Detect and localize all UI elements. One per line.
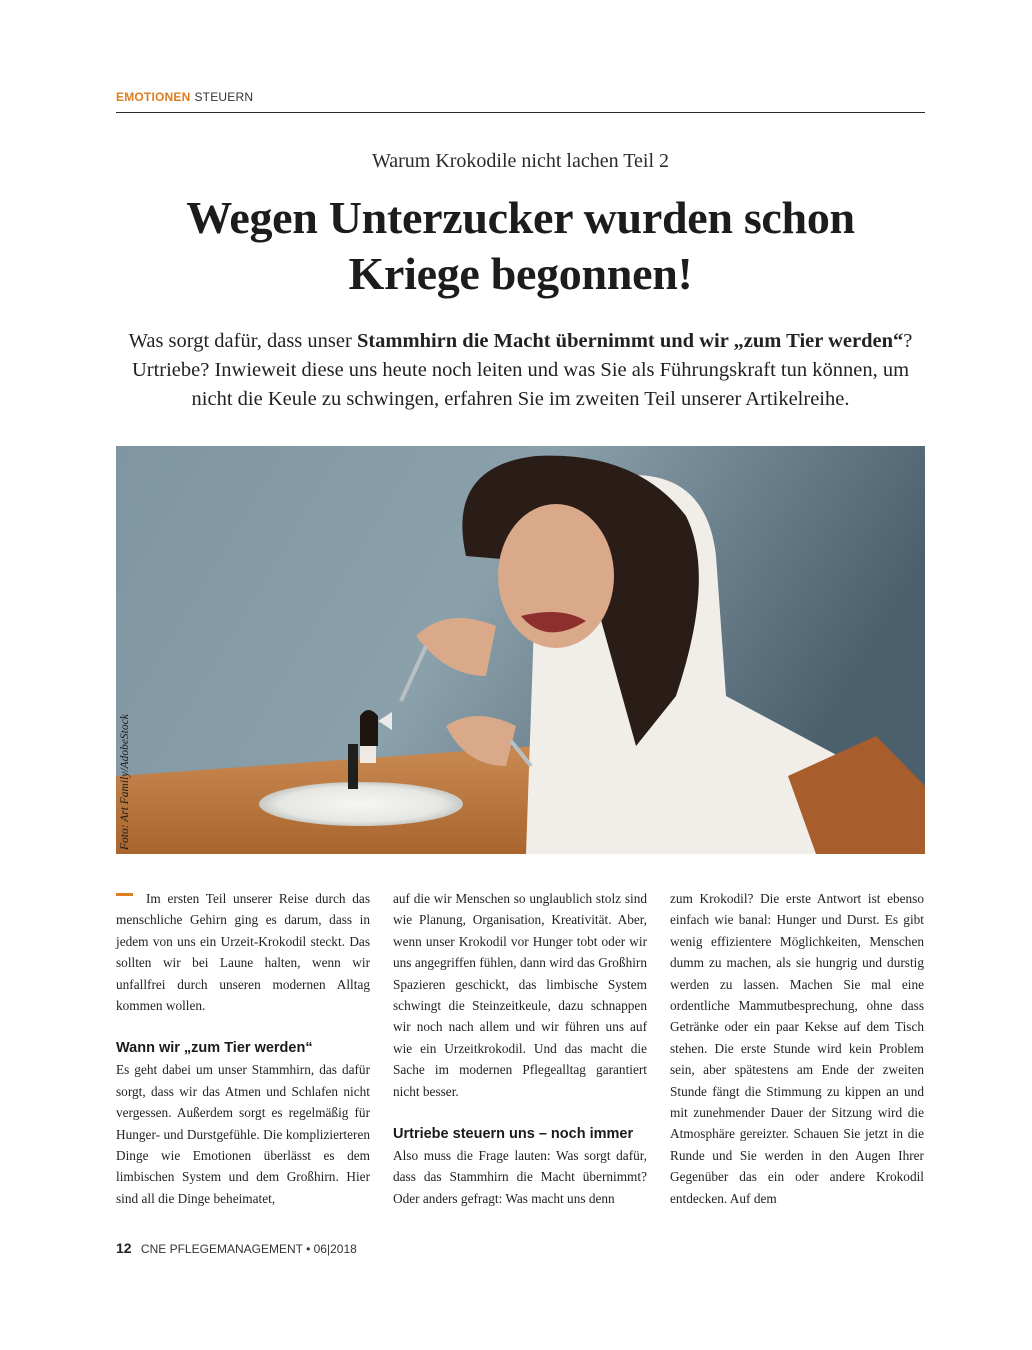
intro-dash-icon: [116, 893, 133, 896]
section-label: STEUERN: [194, 90, 254, 104]
text-column-2: [393, 888, 647, 1209]
paragraph: auf die wir Menschen so unglaublich stolz sind wie Planung, Organisation, Kreativität. Aber, wenn unser Krokodil vor Hunger tobt oder wir uns angegriffen fühlen, dann wird das Großhirn Spazieren geschickt, das limbische System schwingt die Steinzeitkeule, dazu schnappen wir noch nach allem und wir führen uns auf wie ein Urzeitkrokodil. Und das macht die Sache im modernen Pflegealltag garantiert nicht besser.: [393, 891, 647, 1099]
photo-illustration: [116, 446, 925, 854]
lead-bold-text: Stammhirn die Macht übernimmt und wir „zum Tier werden“: [356, 330, 904, 352]
paragraph: zum Krokodil? Die erste Antwort ist ebenso einfach wie banal: Hunger und Durst. Es gibt wenig effizientere Möglichkeiten, Menschen dumm zu machen, als sie hungrig und durstig werden zu lassen. Machen Sie mal eine ordentliche Mammutbesprechung, ohne dass Getränke oder ein paar Kekse auf dem Tisch stehen. Die erste Stunde wird kein Problem sein, aber spätestens am Ende der zweiten Stunde fängt die Stimmung zu kippen an und mit zunehmender Dauer der Sitzung wird die Atmosphäre gereizter. Schauen Sie jetzt in die Runde und Sie werden in den Augen Ihrer Gegenüber das ein oder andere Krokodil entdecken. Auf dem: [670, 891, 924, 1206]
lead-text-start: Was sorgt dafür, dass unser: [128, 330, 357, 352]
subheading-2: Urtriebe steuern uns – noch immer: [393, 1126, 634, 1143]
subheading-1: Wann wir „zum Tier werden“: [116, 1040, 313, 1057]
page-footer: [116, 1240, 357, 1256]
text-column-1: [116, 888, 370, 1209]
footer-separator: •: [306, 1242, 311, 1256]
headline-line-2: Kriege begonnen!: [348, 248, 693, 299]
photo-credit: Foto: Art Family/AdobeStock: [119, 714, 131, 850]
publication-name: CNE PFLEGEMANAGEMENT: [140, 1242, 303, 1256]
paragraph: Also muss die Frage lauten: Was sorgt dafür, dass das Stammhirn die Macht übernimmt? Oder anders gefragt: Was macht uns denn: [393, 1148, 647, 1206]
article-photo: [116, 446, 925, 854]
article-lead: [116, 327, 925, 414]
article-kicker: Warum Krokodile nicht lachen Teil 2: [371, 150, 670, 172]
issue-number: 06|2018: [313, 1242, 357, 1256]
article-headline: [116, 190, 925, 302]
paragraph: Es geht dabei um unser Stammhirn, das dafür sorgt, dass wir das Atmen und Schlafen nicht vergessen. Außerdem sorgt es regelmäßig für Hunger- und Durstgefühle. Die komplizierteren Dinge wie Emotionen überlässt es dem limbischen System und dem Großhirn. Hier sind all die Dinge beheimatet,: [116, 1062, 370, 1206]
intro-paragraph: Im ersten Teil unserer Reise durch das menschliche Gehirn ging es darum, dass in jedem von uns ein Urzeit-Krokodil steckt. Das sollten wir bei Laune halten, wenn wir unfallfrei durch unseren modernen Alltag kommen wollen.: [116, 891, 370, 1014]
page-number: 12: [116, 1240, 132, 1256]
lead-text-end: ? Urtriebe? Inwieweit diese uns heute noch leiten und was Sie als Führungskraft tun können, um nicht die Keule zu schwingen, erfahren Sie im zweiten Teil unserer Artikelreihe.: [131, 330, 913, 410]
section-label-highlight: EMOTIONEN: [116, 90, 191, 104]
text-column-3: [670, 888, 924, 1209]
headline-line-1: Wegen Unterzucker wurden schon: [186, 192, 855, 243]
section-header: [116, 88, 925, 113]
